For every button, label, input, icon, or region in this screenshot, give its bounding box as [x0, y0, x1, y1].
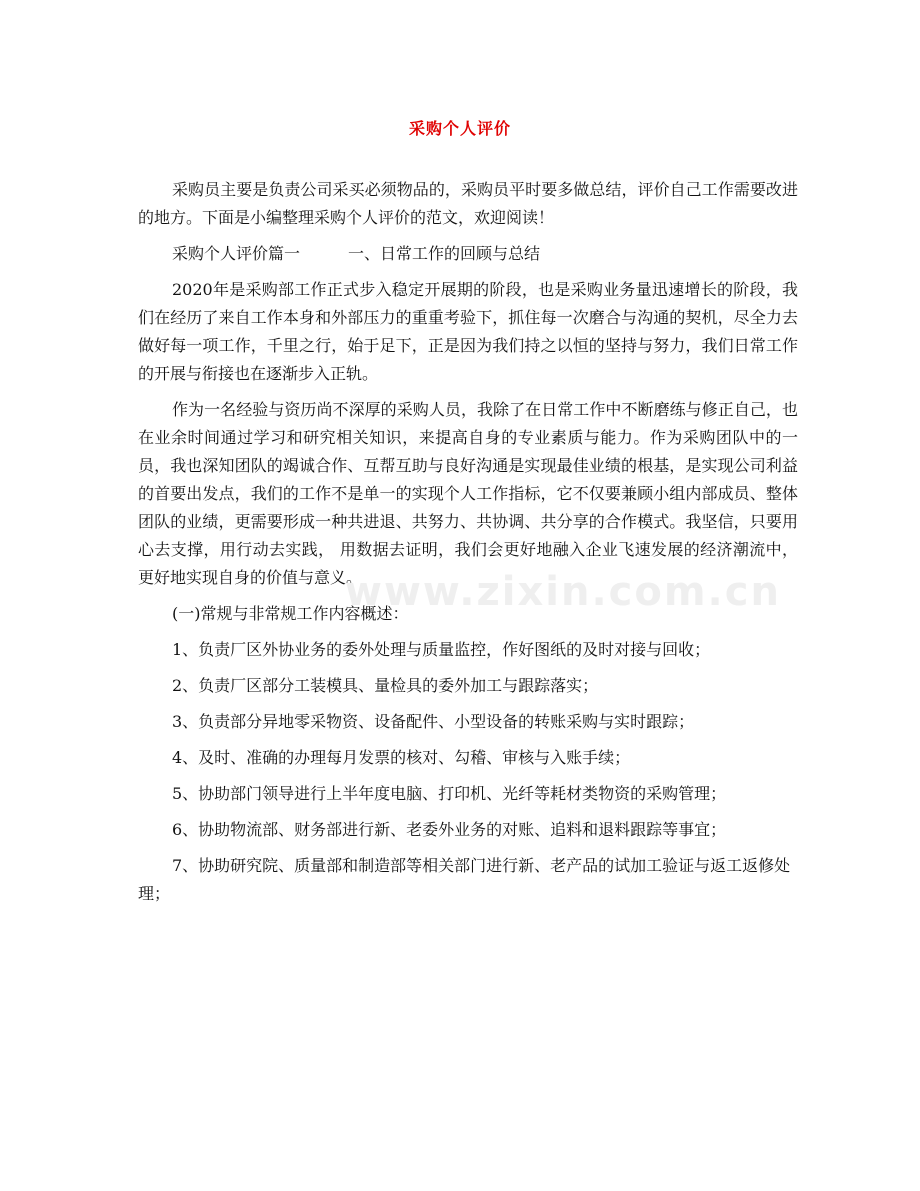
section-heading-line — [138, 240, 798, 268]
body-paragraph-1: 2020年是采购部工作正式步入稳定开展期的阶段，也是采购业务量迅速增长的阶段，我们在经历了来自工作本身和外部压力的重重考验下，抓住每一次磨合与沟通的契机，尽全力去做好每一项工作，千里之行，始于足下，正是因为我们持之以恒的坚持与努力，我们日常工作的开展与衔接也在逐渐步入正轨。 — [138, 280, 798, 383]
subsection-heading: (一)常规与非常规工作内容概述： — [172, 604, 409, 623]
watermark: www.zixin.com.cn — [345, 569, 781, 615]
section-heading: 一、日常工作的回顾与总结 — [348, 244, 541, 263]
document-body — [138, 176, 798, 916]
list-item-1: 1、负责厂区外协业务的委外处理与质量监控，作好图纸的及时对接与回收； — [172, 640, 711, 659]
list-item-2: 2、负责厂区部分工装模具、量检具的委外加工与跟踪落实； — [172, 676, 599, 695]
section-label: 采购个人评价篇一 — [172, 244, 301, 263]
list-item-4: 4、及时、准确的办理每月发票的核对、勾稽、审核与入账手续； — [172, 748, 631, 767]
body-paragraph-2: 作为一名经验与资历尚不深厚的采购人员，我除了在日常工作中不断磨练与修正自己，也在业余时间通过学习和研究相关知识，来提高自身的专业素质与能力。作为采购团队中的一员，我也深知团队的竭诚合作、互帮互助与良好沟通是实现最佳业绩的根基，是实现公司利益的首要出发点，我们的工作不是单一的实现个人工作指标，它不仅要兼顾小组内部成员、整体团队的业绩，更需要形成一种共进退、共努力、共协调、共分享的合作模式。我坚信，只要用心去支撑，用行动去实践， 用数据去证明，我们会更好地融入企业飞速发展的经济潮流中，更好地实现自身的价值与意义。 — [138, 400, 798, 587]
intro-paragraph: 采购员主要是负责公司采买必须物品的，采购员平时要多做总结，评价自己工作需要改进的地方。下面是小编整理采购个人评价的范文，欢迎阅读！ — [138, 180, 798, 227]
document-title: 采购个人评价 — [408, 119, 511, 138]
list-item-6: 6、协助物流部、财务部进行新、老委外业务的对账、追料和退料跟踪等事宜； — [172, 820, 727, 839]
list-item-7: 7、协助研究院、质量部和制造部等相关部门进行新、老产品的试加工验证与返工返修处理； — [138, 856, 791, 903]
list-item-3: 3、负责部分异地零采物资、设备配件、小型设备的转账采购与实时跟踪； — [172, 712, 695, 731]
list-item-5: 5、协助部门领导进行上半年度电脑、打印机、光纤等耗材类物资的采购管理； — [172, 784, 727, 803]
